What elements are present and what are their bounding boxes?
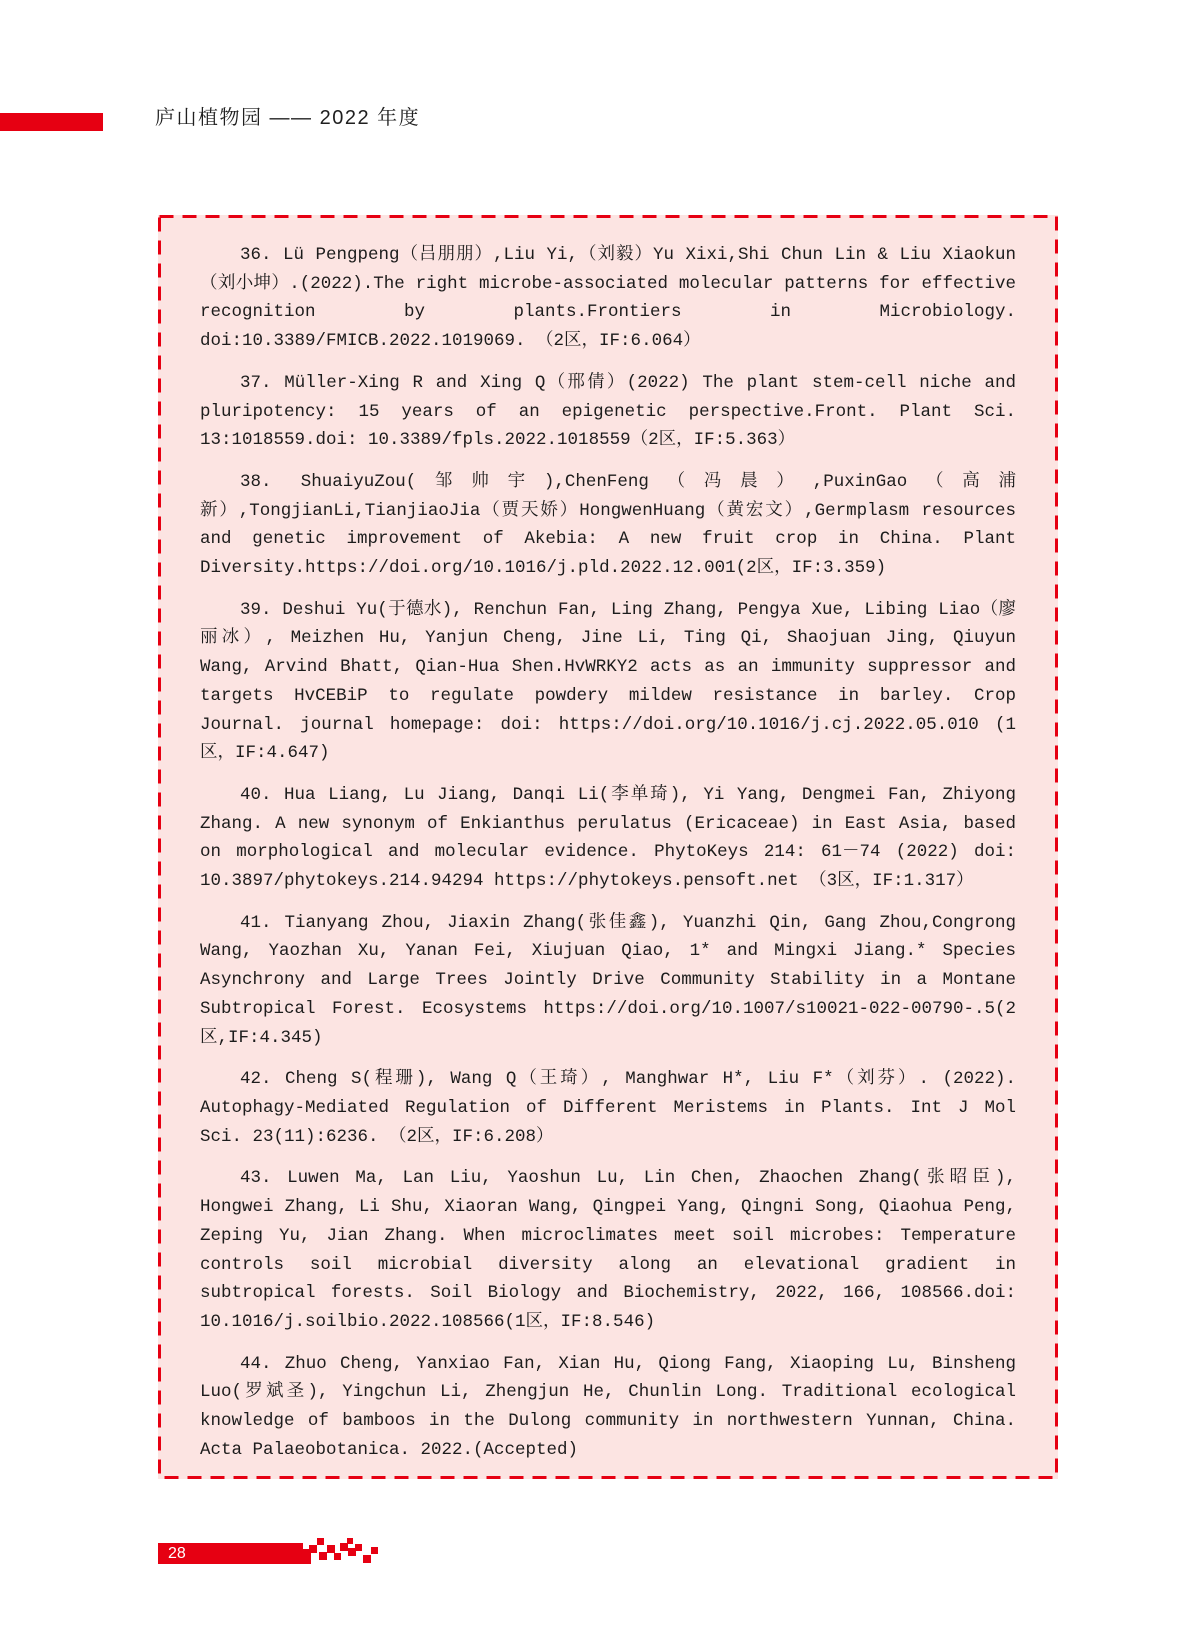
- publications-panel: [158, 215, 1058, 1479]
- page-title: 庐山植物园 —— 2022 年度: [155, 107, 421, 129]
- page-number-bar: [158, 1543, 303, 1564]
- pixel-square: [319, 1552, 327, 1560]
- pixel-square: [347, 1538, 353, 1544]
- pixel-square: [371, 1547, 378, 1554]
- publication-item-41: 41. Tianyang Zhou, Jiaxin Zhang(张佳鑫), Yuanzhi Qin, Gang Zhou,Congrong Wang, Yaozhan Xu, Yanan Fei, Xiujuan Qiao, 1* and Mingxi Jiang.* Species Asynchrony and Large Trees Jointly Drive Community Stability in a Montane Subtropical Forest. Ecosystems https://doi.org/10.1007/s10021-022-00790-.5(2区,IF:4.345): [200, 912, 1016, 1048]
- publication-item-43: 43. Luwen Ma, Lan Liu, Yaoshun Lu, Lin Chen, Zhaochen Zhang(张昭臣), Hongwei Zhang, Li Shu, Xiaoran Wang, Qingpei Yang, Qingni Song, Qiaohua Peng, Zeping Yu, Jian Zhang. When microclimates meet soil microbes: Temperature controls soil microbial diversity along an elevational gradient in subtropical forests. Soil Biology and Biochemistry, 2022, 166, 108566.doi: 10.1016/j.soilbio.2022.108566(1区，IF:8.546): [200, 1168, 1016, 1332]
- pixel-square: [363, 1555, 371, 1563]
- pixel-square: [334, 1553, 341, 1560]
- publication-item-39: 39. Deshui Yu(于德水), Renchun Fan, Ling Zhang, Pengya Xue, Libing Liao（廖丽冰）, Meizhen Hu, Yanjun Cheng, Jine Li, Ting Qi, Shaojuan Jing, Qiuyun Wang, Arvind Bhatt, Qian-Hua Shen.HvWRKY2 acts as an immunity suppressor and targets HvCEBiP to regulate powdery mildew resistance in barley. Crop Journal. journal homepage: doi: https://doi.org/10.1016/j.cj.2022.05.010 (1区，IF:4.647): [200, 599, 1016, 764]
- publication-item-38: 38. ShuaiyuZou(邹帅宇),ChenFeng（冯晨）,PuxinGao（高浦新）,TongjianLi,TianjiaoJia（贾天娇）HongwenHuang（黄宏文）,Germplasm resources and genetic improvement of Akebia: A new fruit crop in China. Plant Diversity.https://doi.org/10.1016/j.pld.2022.12.001(2区，IF:3.359): [200, 471, 1016, 579]
- pixel-square: [355, 1544, 362, 1551]
- publication-item-40: 40. Hua Liang, Lu Jiang, Danqi Li(李单琦), Yi Yang, Dengmei Fan, Zhiyong Zhang. A new synonym of Enkianthus perulatus (Ericaceae) in East Asia, based on morphological and molecular evidence. PhytoKeys 214: 61－74 (2022) doi: 10.3897/phytokeys.214.94294 https://phytokeys.pensoft.net （3区，IF:1.317）: [200, 784, 1016, 892]
- publication-item-37: 37. Müller-Xing R and Xing Q（邢倩）(2022) The plant stem-cell niche and pluripotency: 15 years of an epigenetic perspective.Front. Plant Sci. 13:1018559.doi: 10.3389/fpls.2022.1018559（2区，IF:5.363）: [200, 372, 1016, 451]
- pixel-square: [317, 1538, 324, 1545]
- pixel-square: [309, 1545, 317, 1553]
- page-number: 28: [168, 1545, 186, 1562]
- pixel-square: [340, 1543, 348, 1551]
- pixel-square: [327, 1545, 335, 1553]
- publications-list: [158, 215, 1058, 1479]
- publication-item-44: 44. Zhuo Cheng, Yanxiao Fan, Xian Hu, Qiong Fang, Xiaoping Lu, Binsheng Luo(罗斌圣), Yingchun Li, Zhengjun He, Chunlin Long. Traditional ecological knowledge of bamboos in the Dulong community in northwestern Yunnan, China. Acta Palaeobotanica. 2022.(Accepted): [200, 1353, 1016, 1460]
- publication-item-36: 36. Lü Pengpeng（吕朋朋）,Liu Yi,（刘毅）Yu Xixi,Shi Chun Lin & Liu Xiaokun（刘小坤）.(2022).The right microbe-associated molecular patterns for effective recognition by plants.Frontiers in Microbiology. doi:10.3389/FMICB.2022.1019069. （2区，IF:6.064）: [200, 245, 1016, 352]
- header-accent-bar: [0, 113, 103, 131]
- publication-item-42: 42. Cheng S(程珊), Wang Q（王琦）, Manghwar H*, Liu F*（刘芬）. (2022). Autophagy-Mediated Regulation of Different Meristems in Plants. Int J Mol Sci. 23(11):6236. （2区，IF:6.208）: [200, 1069, 1016, 1147]
